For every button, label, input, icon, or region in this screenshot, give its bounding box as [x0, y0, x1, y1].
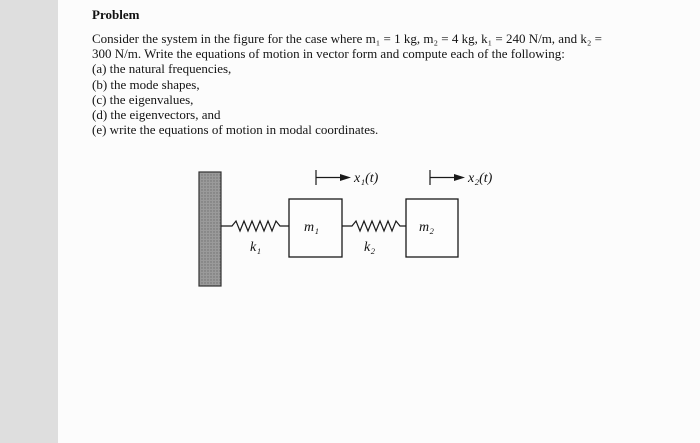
spring-k1: [221, 221, 289, 231]
question-item-a: (a) the natural frequencies,: [92, 61, 232, 77]
statement-line-1: Consider the system in the figure for the case where m₁ = 1 kg, m₂ = 4 kg, k₁ = 240 N/m, and k₂ =: [92, 31, 602, 46]
question-item-c: (c) the eigenvalues,: [92, 91, 194, 107]
mass-m1-label: m₁: [304, 220, 319, 235]
displacement-x1-label: x₁(t): [354, 171, 379, 186]
question-item-b: (b) the mode shapes,: [92, 76, 200, 92]
spring-k1-label: k₁: [250, 240, 262, 255]
spring-k2: [342, 221, 406, 231]
problem-heading: Problem: [92, 7, 140, 22]
question-item-e: (e) write the equations of motion in modal coordinates.: [92, 122, 379, 138]
mass-m2-label: m₂: [419, 220, 434, 235]
fixed-wall: [199, 172, 221, 286]
spring-k2-label: k₂: [364, 240, 376, 255]
displacement-arrow-x1: [316, 170, 351, 185]
displacement-arrow-x2: [430, 170, 465, 185]
question-item-d: (d) the eigenvectors, and: [92, 107, 221, 123]
statement-line-2: 300 N/m. Write the equations of motion in vector form and compute each of the following:: [92, 46, 565, 62]
displacement-x2-label: x₂(t): [468, 171, 493, 186]
